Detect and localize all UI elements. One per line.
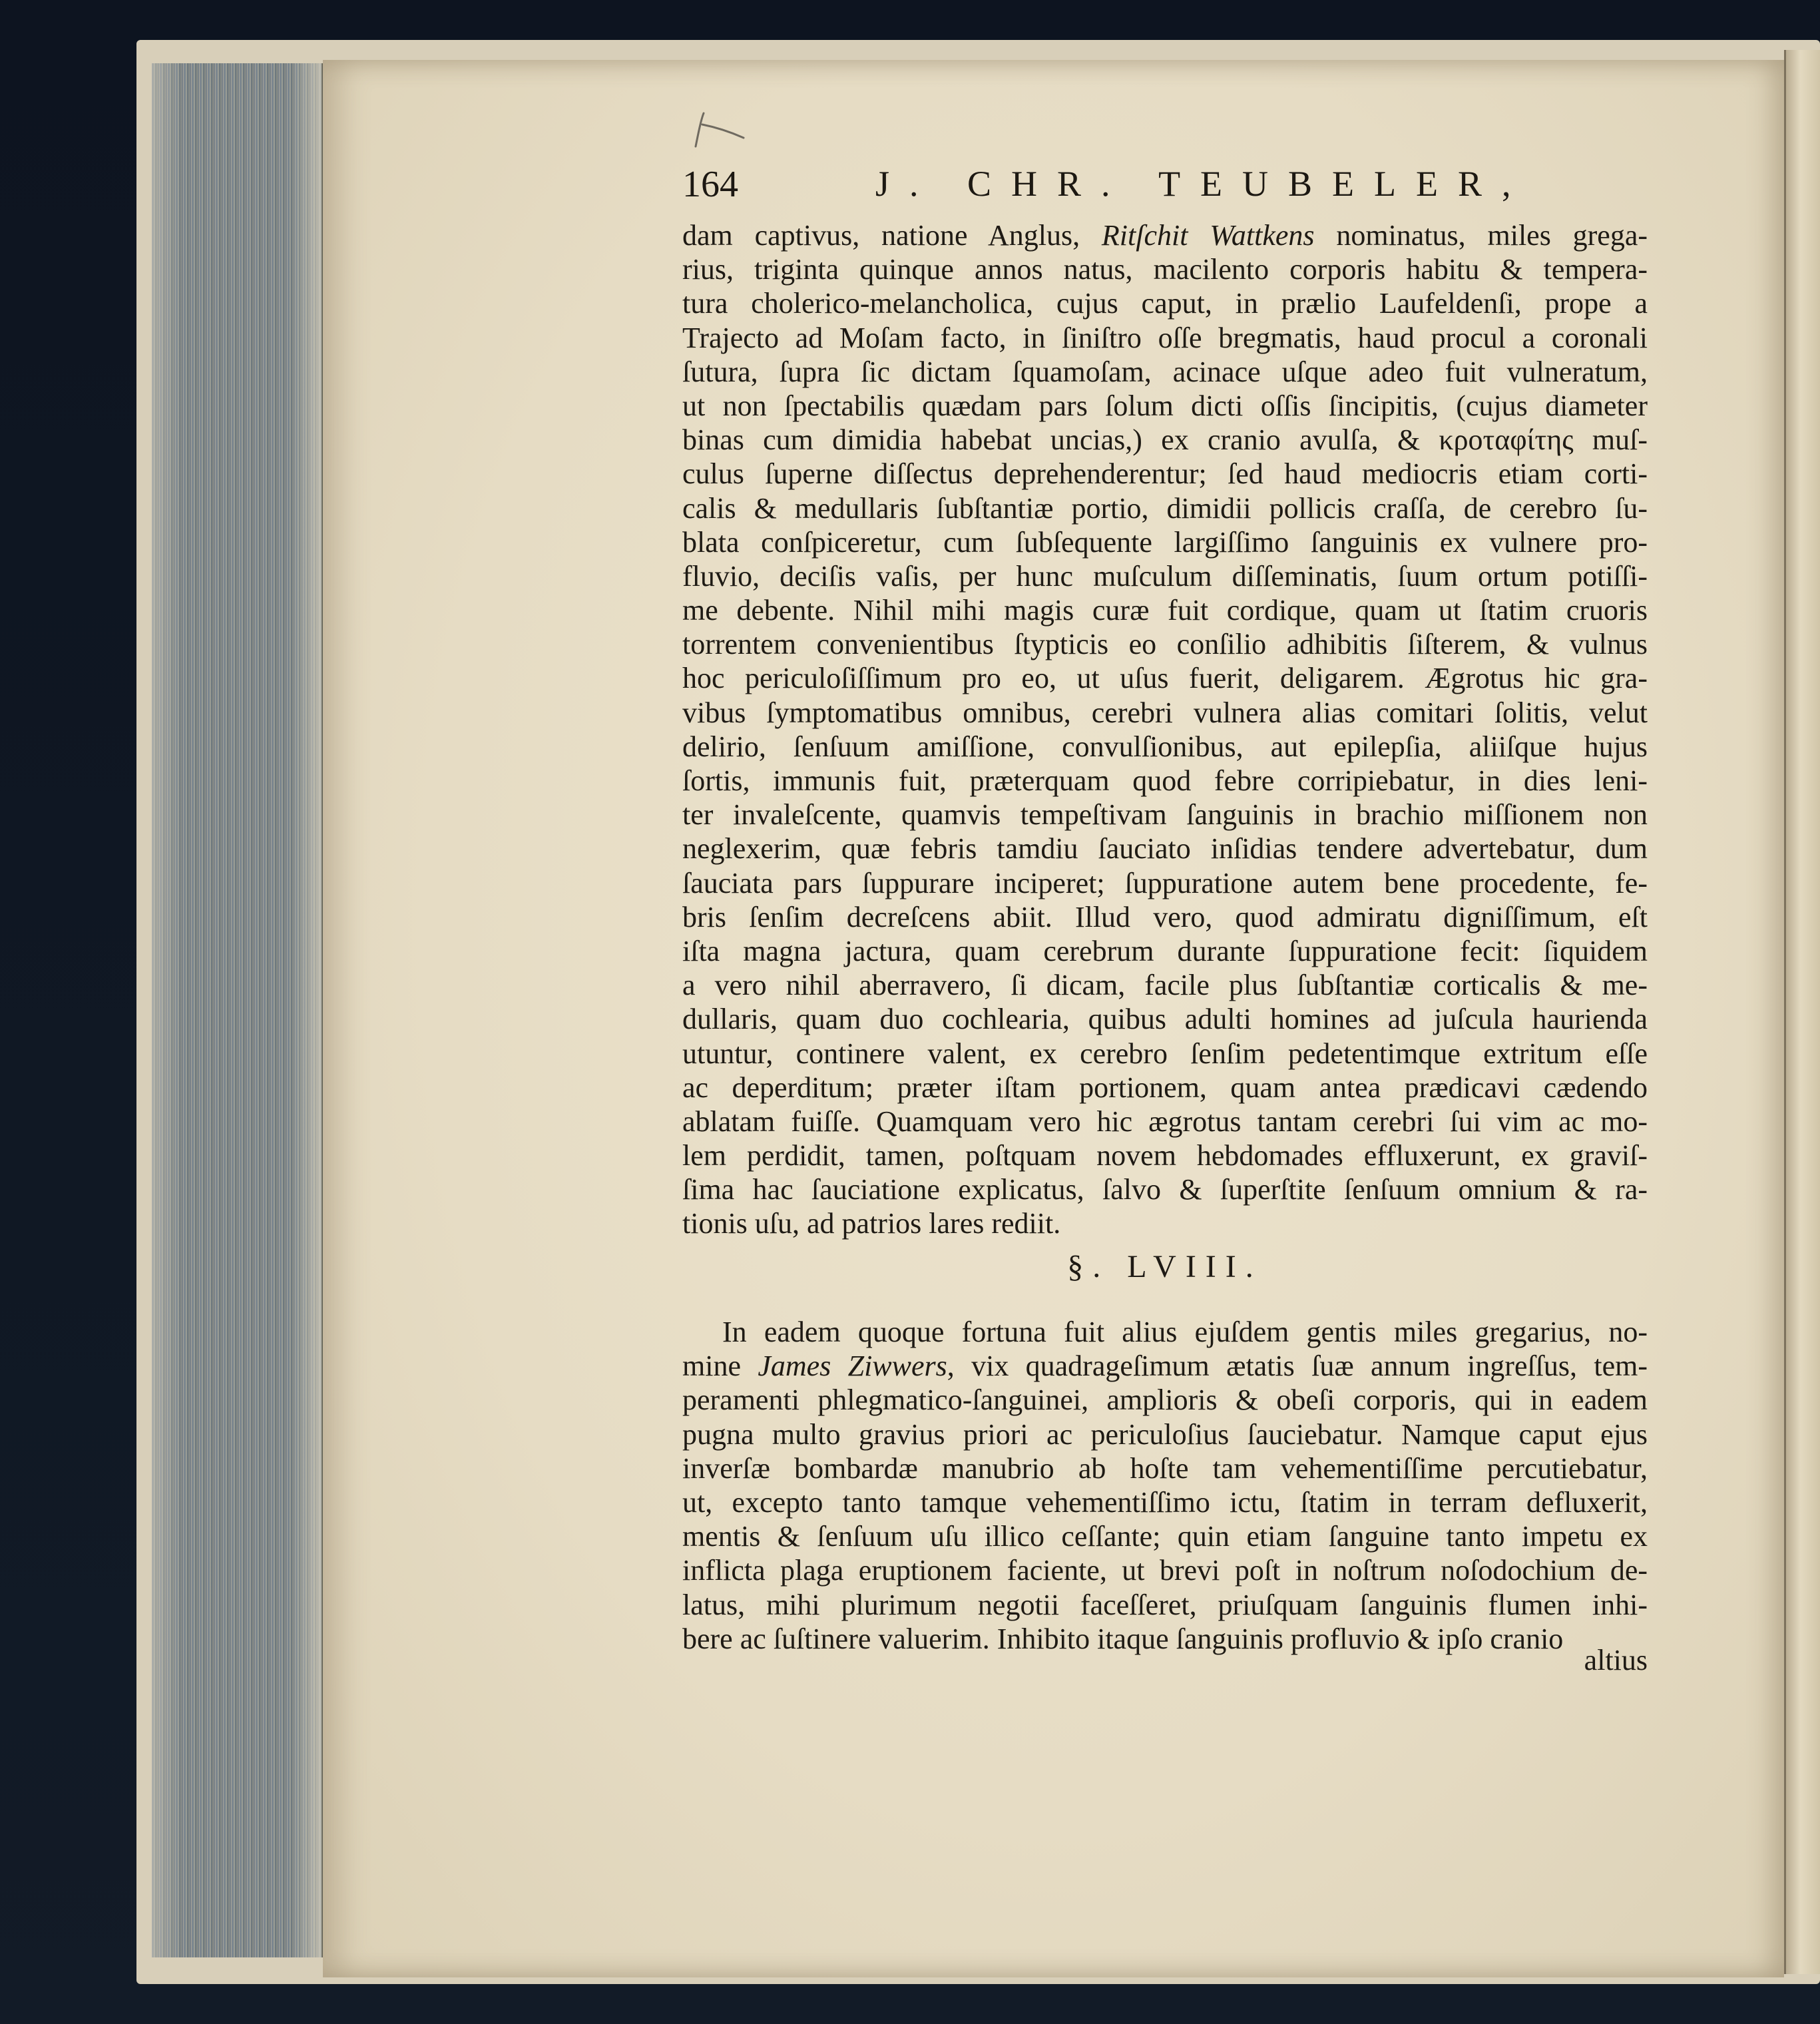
text-line <box>682 1485 1648 1519</box>
paragraph-case-2 <box>682 1315 1648 1656</box>
text-line <box>682 593 1648 627</box>
text-line <box>682 1553 1648 1587</box>
text-segment: mentis & ſenſuum uſu illico ceſſante; quin etiam ſanguine tanto impetu ex <box>682 1520 1648 1553</box>
text-segment: ſutura, ſupra ſic dictam ſquamoſam, acinace uſque adeo fuit vulneratum, <box>682 355 1648 388</box>
text-segment: utuntur, continere valent, ex cerebro ſenſim pedetentimque extritum eſſe <box>682 1037 1648 1070</box>
text-segment: me debente. Nihil mihi magis curæ fuit cordique, quam ut ſtatim cruoris <box>682 594 1648 627</box>
text-segment: torrentem convenientibus ſtypticis eo conſilio adhibitis ſiſterem, & vulnus <box>682 628 1648 661</box>
text-line <box>682 457 1648 491</box>
text-line <box>682 1002 1648 1036</box>
text-line <box>682 1315 1648 1349</box>
text-segment: binas cum dimidia habebat uncias,) ex cranio avulſa, & κροταφίτης muſ- <box>682 423 1648 457</box>
text-segment: ut non ſpectabilis quædam pars ſolum dicti oſſis ſincipitis, (cujus diameter <box>682 389 1648 422</box>
text-line <box>682 252 1648 286</box>
text-segment: bris ſenſim decreſcens abiit. Illud vero, quod admiratu digniſſimum, eſt <box>682 900 1648 933</box>
text-segment: neglexerim, quæ febris tamdiu ſauciato inſidias tendere advertebatur, dum <box>682 832 1648 866</box>
text-segment: , vix quadrageſimum ætatis ſuæ annum ingreſſus, tem- <box>947 1350 1648 1383</box>
text-segment: hoc periculoſiſſimum pro eo, ut uſus fuerit, deligarem. Ægrotus hic gra- <box>682 662 1648 695</box>
proper-name: James Ziwwers <box>758 1350 947 1383</box>
text-segment: peramenti phlegmatico-ſanguinei, amplioris & obeſi corporis, qui in eadem <box>682 1384 1648 1417</box>
text-line <box>682 798 1648 832</box>
text-line <box>682 627 1648 661</box>
text-segment: ablatam fuiſſe. Quamquam vero hic ægrotus tantam cerebri ſui vim ac mo- <box>682 1105 1648 1138</box>
text-line <box>682 934 1648 968</box>
text-line <box>682 321 1648 355</box>
text-segment: ſortis, immunis fuit, præterquam quod febre corripiebatur, in dies leni- <box>682 764 1648 797</box>
proper-name: Ritſchit Wattkens <box>1101 219 1315 252</box>
text-segment: ut, excepto tanto tamque vehementiſſimo ictu, ſtatim in terram defluxerit, <box>682 1485 1648 1519</box>
text-line <box>682 696 1648 730</box>
text-line <box>682 661 1648 695</box>
text-segment: vibus ſymptomatibus omnibus, cerebri vulnera alias comitari ſolitis, velut <box>682 696 1648 729</box>
section-heading: §. LVIII. <box>1067 1249 1263 1284</box>
text-segment: nominatus, miles grega- <box>1314 219 1648 252</box>
text-line <box>682 1206 1648 1240</box>
text-line <box>682 1105 1648 1138</box>
text-segment: rius, triginta quinque annos natus, macilento corporis habitu & tempera- <box>682 253 1648 286</box>
text-segment: a vero nihil aberravero, ſi dicam, facile plus ſubſtantiæ corticalis & me- <box>682 969 1648 1002</box>
text-line <box>682 1519 1648 1553</box>
text-segment: Trajecto ad Moſam facto, in ſiniſtro oſſe bregmatis, haud procul a coronali <box>682 321 1648 354</box>
text-line <box>682 559 1648 593</box>
page-header <box>682 163 1648 216</box>
text-line <box>682 286 1648 320</box>
text-line <box>682 1349 1648 1383</box>
text-line <box>682 900 1648 934</box>
text-line <box>682 1138 1648 1172</box>
text-line <box>682 1417 1648 1451</box>
text-line <box>682 218 1648 252</box>
text-line <box>682 1071 1648 1105</box>
text-segment: iſta magna jactura, quam cerebrum durante ſuppuratione fecit: ſiquidem <box>682 934 1648 967</box>
text-segment: tionis uſu, ad patrios lares rediit. <box>682 1207 1061 1240</box>
text-line <box>682 764 1648 798</box>
text-line <box>682 968 1648 1002</box>
text-segment: bere ac ſuſtinere valuerim. Inhibito itaque ſanguinis profluvio & ipſo cranio <box>682 1622 1564 1655</box>
text-segment: ſauciata pars ſuppurare inciperet; ſuppuratione autem bene procedente, fe- <box>682 866 1648 899</box>
text-segment: culus ſuperne diſſectus deprehenderentur; ſed haud mediocris etiam corti- <box>682 457 1648 491</box>
page-number: 164 <box>682 164 738 205</box>
text-line <box>682 525 1648 559</box>
paragraph-case-1 <box>682 218 1648 1241</box>
text-segment: blata conſpiceretur, cum ſubſequente largiſſimo ſanguinis ex vulnere pro- <box>682 525 1648 559</box>
text-segment: ac deperditum; præter iſtam portionem, quam antea prædicavi cædendo <box>682 1071 1648 1104</box>
text-line <box>682 491 1648 525</box>
text-line <box>682 423 1648 457</box>
facing-page-edge <box>1784 50 1820 1974</box>
text-segment: inverſæ bombardæ manubrio ab hoſte tam vehementiſſime percutiebatur, <box>682 1451 1648 1485</box>
text-segment: latus, mihi plurimum negotii faceſſeret, priuſquam ſanguinis flumen inhi- <box>682 1588 1648 1621</box>
text-segment: lem perdidit, tamen, poſtquam novem hebdomades effluxerunt, ex graviſ- <box>682 1139 1648 1172</box>
text-line <box>682 1622 1648 1656</box>
text-segment: inflicta plaga eruptionem faciente, ut brevi poſt in noſtrum noſodochium de- <box>682 1554 1648 1587</box>
text-line <box>682 866 1648 900</box>
text-line <box>682 832 1648 866</box>
pencil-mark-icon <box>689 110 749 150</box>
text-segment: tura cholerico-melancholica, cujus caput, in prælio Laufeldenſi, prope a <box>682 287 1648 320</box>
text-segment: calis & medullaris ſubſtantiæ portio, dimidii pollicis craſſa, de cerebro ſu- <box>682 491 1648 525</box>
catchword: altius <box>1584 1644 1648 1676</box>
text-segment: pugna multo gravius priori ac periculoſius ſauciebatur. Namque caput ejus <box>682 1417 1648 1451</box>
text-line <box>682 389 1648 423</box>
text-line <box>682 1172 1648 1206</box>
text-line <box>682 1588 1648 1622</box>
text-segment: dullaris, quam duo cochlearia, quibus adulti homines ad juſcula haurienda <box>682 1003 1648 1036</box>
text-line <box>682 1037 1648 1071</box>
text-line <box>682 355 1648 389</box>
text-segment: ſima hac ſauciatione explicatus, ſalvo & ſuperſtite ſenſuum omnium & ra- <box>682 1173 1648 1206</box>
text-line <box>682 1383 1648 1417</box>
text-segment: delirio, ſenſuum amiſſione, convulſionibus, aut epilepſia, aliiſque hujus <box>682 730 1648 763</box>
text-segment: In eadem quoque fortuna fuit alius ejuſdem gentis miles gregarius, no- <box>722 1316 1648 1348</box>
text-segment: dam captivus, natione Anglus, <box>682 219 1102 252</box>
text-segment: fluvio, deciſis vaſis, per hunc muſculum diſſeminatis, ſuum ortum potiſſi- <box>682 559 1648 593</box>
text-line <box>682 1451 1648 1485</box>
running-head: J. CHR. TEUBELER, <box>875 164 1531 204</box>
text-segment: mine <box>682 1350 758 1383</box>
text-segment: ter invaleſcente, quamvis tempeſtivam ſanguinis in brachio miſſionem non <box>682 798 1648 832</box>
page-edges <box>152 63 326 1957</box>
text-line <box>682 730 1648 764</box>
